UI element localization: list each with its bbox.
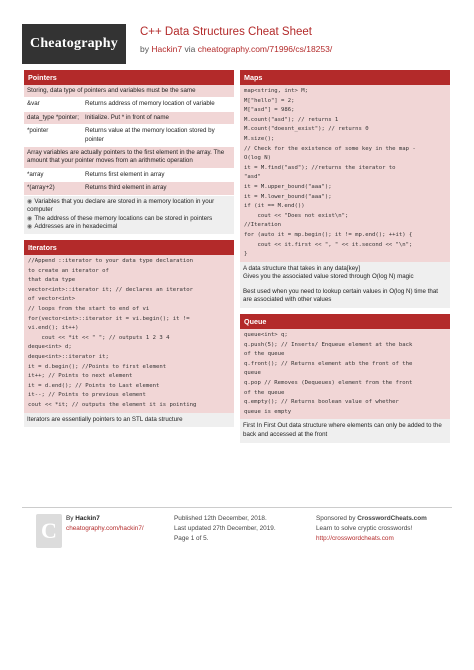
footer-sponsor-tagline: Learn to solve cryptic crosswords! [316,525,413,532]
table-cell-value: Returns third element in array [85,184,167,192]
maps-heading: Maps [240,70,450,85]
queue-note: First In First Out data structure where elements can only be added to the back and accessed at the front [240,419,450,442]
code-line: q.pop // Removes (Dequeues) element from the front [244,380,413,387]
code-line: cout << *it << " "; // outputs 1 2 3 4 [28,334,170,341]
page-title: C++ Data Structures Cheat Sheet [140,26,312,38]
list-item [27,198,231,215]
footer-divider [22,507,452,508]
code-line: queue is empty [244,408,292,415]
code-line: O(log N) [244,155,271,162]
code-line: M["hello"] = 2; [244,97,295,104]
maps-note-2: Gives you the associated value stored through O(log N) magic [243,273,414,281]
code-line: cout << it.first << ", " << it.second << "\n"; [244,241,413,248]
pointers-intro: Storing, data type of pointers and variables must be the same [24,85,234,98]
bullet-text: Variables that you declare are stored in a memory location in your computer [27,197,215,214]
footer-published: Published 12th December, 2018. [174,515,267,522]
footer-dates-block [174,514,276,544]
pointers-body [24,85,234,234]
bullet-text: The address of these memory locations can be stored in pointers [34,214,213,222]
code-line: it = M.upper_bound("aaa"); [244,183,332,190]
footer-sponsor-prefix: Sponsored by [316,515,356,522]
table-row [24,169,234,182]
code-line: //Append ::iterator to your data type declaration [28,258,194,265]
iterators-section [24,240,234,427]
footer-sponsor-line [316,514,427,524]
sheet-url-link[interactable]: cheatography.com/71996/cs/18253/ [197,44,333,54]
code-line: it = M.find("asd"); //returns the iterator to [244,164,396,171]
code-line: vector<int>::iterator it; // declares an iterator [28,286,194,293]
byline-via: via [184,44,196,54]
code-line: q.push(5); // Inserts/ Enqueue element at the back [244,341,413,348]
code-line: that data type [28,277,76,284]
footer-sponsor-name[interactable]: CrosswordCheats.com [357,515,427,522]
list-item [27,223,231,232]
footer-author-block [66,514,144,534]
author-link[interactable]: Hackin7 [151,44,183,54]
code-line: for(vector<int>::iterator it = vi.begin(); it != [28,315,190,322]
code-line: vi.end(); it++) [28,325,79,332]
maps-code-block [240,85,450,262]
queue-section [240,314,450,443]
byline-by: by [140,44,149,54]
table-row [24,125,234,147]
footer-sponsor-link[interactable]: http://crosswordcheats.com [316,535,394,542]
queue-heading: Queue [240,314,450,329]
bullet-icon: ◉ [27,223,33,231]
arrays-note: Array variables are actually pointers to the first element in the array. The amount that your pointer moves from an arithmetic operation [24,147,234,169]
code-line: M["asd"] = 986; [244,107,295,114]
code-line: it--; // Points to previous element [28,392,146,399]
code-line: it = d.begin(); //Points to first element [28,363,167,370]
code-line: of the queue [244,389,285,396]
code-line: of vector<int> [28,296,76,303]
code-line: to create an iterator of [28,267,109,274]
code-line: // Check for the existence of some key in the map - [244,145,416,152]
footer-sponsor-block [316,514,427,544]
code-line: M.count("doesnt_exist"); // returns 0 [244,126,369,133]
maps-notes [240,262,450,308]
footer-author-link[interactable]: cheatography.com/hackin7/ [66,525,144,532]
iterators-heading: Iterators [24,240,234,255]
table-cell-key: *(array+2) [27,184,55,192]
footer-page-number: Page 1 of 5. [174,535,209,542]
page-footer [22,514,452,554]
bullet-icon: ◉ [27,197,33,205]
left-column [24,70,234,433]
right-column [240,70,450,449]
table-row [24,112,234,125]
code-line: M.size(); [244,135,275,142]
maps-note-3: Best used when you need to lookup certain values in O(log N) time that are associated with other values [243,287,439,304]
footer-by: By [66,515,74,522]
table-row [24,182,234,195]
iterators-code-block [24,255,234,413]
page-header [22,24,452,64]
code-line: queue<int> q; [244,332,288,339]
maps-note-1: A data structure that takes in any data[key] [243,264,360,272]
code-line: queue [244,370,261,377]
code-line: cout << "Does not exist\n"; [244,212,349,219]
table-cell-value: Returns address of memory location of variable [85,100,215,108]
queue-code-block [240,329,450,419]
footer-updated: Last updated 27th December, 2019. [174,525,276,532]
code-line: it++; // Points to next element [28,373,133,380]
code-line: M.count("asd"); // returns 1 [244,116,339,123]
code-line: for (auto it = mp.begin(); it != mp.end(); ++it) { [244,231,413,238]
code-line: it = d.end(); // Points to Last element [28,382,160,389]
code-line: of the queue [244,351,285,358]
code-line: deque<int> d; [28,344,72,351]
pointers-section [24,70,234,234]
table-row [24,98,234,111]
footer-author-line [66,514,144,524]
maps-section [240,70,450,308]
code-line: q.empty(); // Returns boolean value of whether [244,399,399,406]
footer-author-name[interactable]: Hackin7 [75,515,100,522]
table-cell-value: Returns first element in array [85,170,165,178]
code-line: deque<int>::iterator it; [28,353,109,360]
table-cell-key: data_type *pointer; [27,113,79,121]
bullet-icon: ◉ [27,214,33,222]
pointers-bullet-list [24,196,234,234]
code-line: if (it == M.end()) [244,203,305,210]
badge-letter: C [41,518,57,543]
code-line: q.front(); // Returns element atb the front of the [244,360,413,367]
table-cell-key: &var [27,100,40,108]
code-line: it = M.lower_bound("aaa"); [244,193,332,200]
list-item [27,215,231,224]
table-cell-key: *pointer [27,127,49,135]
bullet-text: Addresses are in hexadecimal [34,223,118,231]
cheatography-logo[interactable]: Cheatography [22,24,126,64]
code-line: } [244,251,248,258]
pointers-heading: Pointers [24,70,234,85]
table-cell-value: Returns value at the memory location stored by pointer [85,127,215,143]
table-cell-key: *array [27,170,44,178]
code-line: "asd" [244,174,261,181]
cheatography-badge-icon [36,514,62,548]
code-line: //Iteration [244,222,282,229]
code-line: cout << *it; // outputs the element it is pointing [28,401,197,408]
iterators-note: Iterators are essentially pointers to an STL data structure [24,413,234,428]
code-line: // loops from the start to end of vi [28,306,150,312]
code-line: map<string, int> M; [244,88,308,94]
table-cell-value: Initialize. Put * in front of name [85,113,169,121]
byline [140,44,332,54]
